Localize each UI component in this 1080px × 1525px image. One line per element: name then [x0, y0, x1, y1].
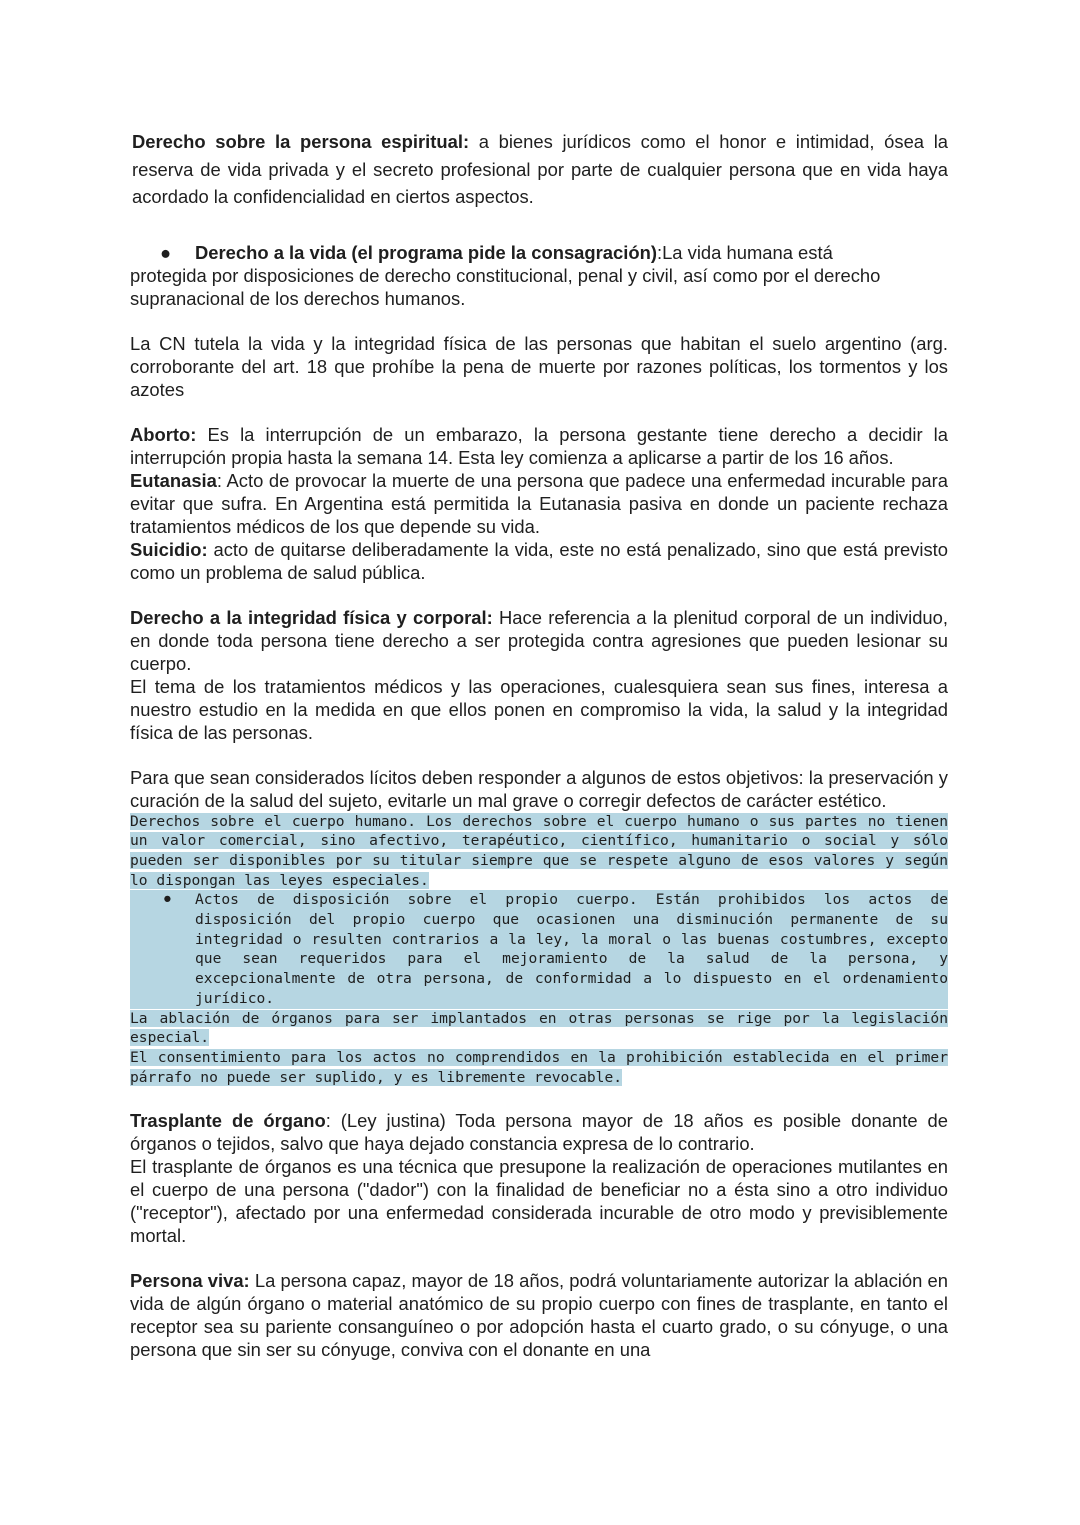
- text-persona-espiritual: a bienes jurídicos como el honor e intimidad, ósea la reserva de vida privada y el secreto profesional por parte de cualquier persona que en vida haya acordado la confidencialidad en ciertos aspectos.: [132, 131, 949, 207]
- highlight-ablacion: [130, 1009, 948, 1048]
- heading-derecho-vida: Derecho a la vida (el programa pide la consagración): [195, 241, 657, 263]
- paragraph-trasplante-tecnica: El trasplante de órganos es una técnica que presupone la realización de operaciones mutilantes en el cuerpo de una persona ("dador") con la finalidad de beneficiar no a ésta sino a otro individuo ("receptor"), afectado por una enfermedad considerada incurable de otro modo y previsiblemente mortal.: [130, 1156, 948, 1247]
- heading-suicidio: Suicidio:: [130, 538, 208, 560]
- bullet-icon: ●: [163, 891, 172, 908]
- text-trasplante: : (Ley justina) Toda persona mayor de 18 años es posible donante de órganos o tejidos, salvo que haya dejado constancia expresa de lo contrario.: [130, 1110, 948, 1155]
- text-derecho-vida: :La vida humana está: [656, 241, 833, 263]
- heading-eutanasia: Eutanasia: [130, 469, 217, 491]
- heading-aborto: Aborto:: [130, 423, 197, 445]
- highlight-ablacion-text: La ablación de órganos para ser implantados en otras personas se rige por la legislación especial.: [130, 1009, 948, 1047]
- paragraph-trasplante: [130, 1109, 948, 1155]
- document-page: [130, 128, 948, 1361]
- heading-persona-espiritual: Derecho sobre la persona espiritual:: [132, 131, 470, 152]
- bullet-icon: ●: [160, 241, 172, 263]
- heading-integridad: Derecho a la integridad física y corporal:: [130, 606, 493, 628]
- highlight-consentimiento-text: El consentimiento para los actos no comprendidos en la prohibición establecida en el primer párrafo no puede ser suplido, y es libremente revocable.: [130, 1048, 948, 1086]
- paragraph-derecho-vida-cont: protegida por disposiciones de derecho constitucional, penal y civil, así como por el derecho supranacional de los derechos humanos.: [130, 264, 881, 309]
- text-suicidio: acto de quitarse deliberadamente la vida, este no está penalizado, sino que está previsto como un problema de salud pública.: [130, 538, 948, 583]
- highlight-actos-disposicion: [130, 890, 948, 1008]
- paragraph-suicidio: [130, 538, 948, 584]
- text-aborto: Es la interrupción de un embarazo, la persona gestante tiene derecho a decidir la interrupción propia hasta la semana 14. Esta ley comienza a aplicarse a partir de los 16 años.: [130, 423, 948, 468]
- heading-persona-viva: Persona viva:: [130, 1270, 250, 1292]
- paragraph-aborto: [130, 423, 948, 469]
- paragraph-integridad: [130, 606, 948, 675]
- highlight-consentimiento: [130, 1048, 948, 1087]
- highlight-derechos-cuerpo: [130, 812, 948, 891]
- text-persona-viva: La persona capaz, mayor de 18 años, podrá voluntariamente autorizar la ablación en vida de algún órgano o material anatómico de su propio cuerpo con fines de trasplante, en tanto el receptor sea su pariente consanguíneo o por adopción hasta el cuarto grado, o su cónyuge, o una persona que sin ser su cónyuge, conviva con el donante en una: [130, 1270, 948, 1361]
- paragraph-cn-tutela: La CN tutela la vida y la integridad física de las personas que habitan el suelo argentino (arg. corroborante del art. 18 que prohíbe la pena de muerte por razones políticas, los tormentos y los azotes: [130, 332, 948, 400]
- paragraph-persona-espiritual: [130, 128, 948, 211]
- bullet-derecho-vida: [130, 241, 948, 264]
- highlight-actos-disposicion-text: Actos de disposición sobre el propio cuerpo. Están prohibidos los actos de disposición del propio cuerpo que ocasionen una disminución permanente de su integridad o resulten contrarios a la ley, la moral o las buenas costumbres, excepto que sean requeridos para el mejoramiento de la salud de la persona, y excepcionalmente de otra persona, de conformidad a lo dispuesto en el ordenamiento jurídico.: [195, 891, 948, 1007]
- text-eutanasia: : Acto de provocar la muerte de una persona que padece una enfermedad incurable para evitar que sufra. En Argentina está permitida la Eutanasia pasiva en donde un paciente rechaza tratamientos médicos de los que depende su vida.: [130, 469, 948, 537]
- paragraph-persona-viva: [130, 1269, 948, 1361]
- paragraph-eutanasia: [130, 469, 948, 538]
- paragraph-licitos: Para que sean considerados lícitos deben responder a algunos de estos objetivos: la preservación y curación de la salud del sujeto, evitarle un mal grave o corregir defectos de carácter estético.: [130, 766, 948, 811]
- paragraph-tratamientos: El tema de los tratamientos médicos y las operaciones, cualesquiera sean sus fines, interesa a nuestro estudio en la medida en que ellos ponen en compromiso la vida, la salud y la integridad física de las personas.: [130, 675, 948, 743]
- highlighted-excerpt: [130, 812, 948, 1088]
- text-integridad: Hace referencia a la plenitud corporal de un individuo, en donde toda persona tiene derecho a ser protegida contra agresiones que pueden lesionar su cuerpo.: [130, 606, 949, 674]
- heading-trasplante: Trasplante de órgano: [130, 1110, 326, 1132]
- highlight-derechos-cuerpo-text: Derechos sobre el cuerpo humano. Los derechos sobre el cuerpo humano o sus partes no tienen un valor comercial, sino afectivo, terapéutico, científico, humanitario o social y sólo pueden ser disponibles por su titular siempre que se respete alguno de esos valores y según lo dispongan las leyes especiales.: [130, 812, 948, 889]
